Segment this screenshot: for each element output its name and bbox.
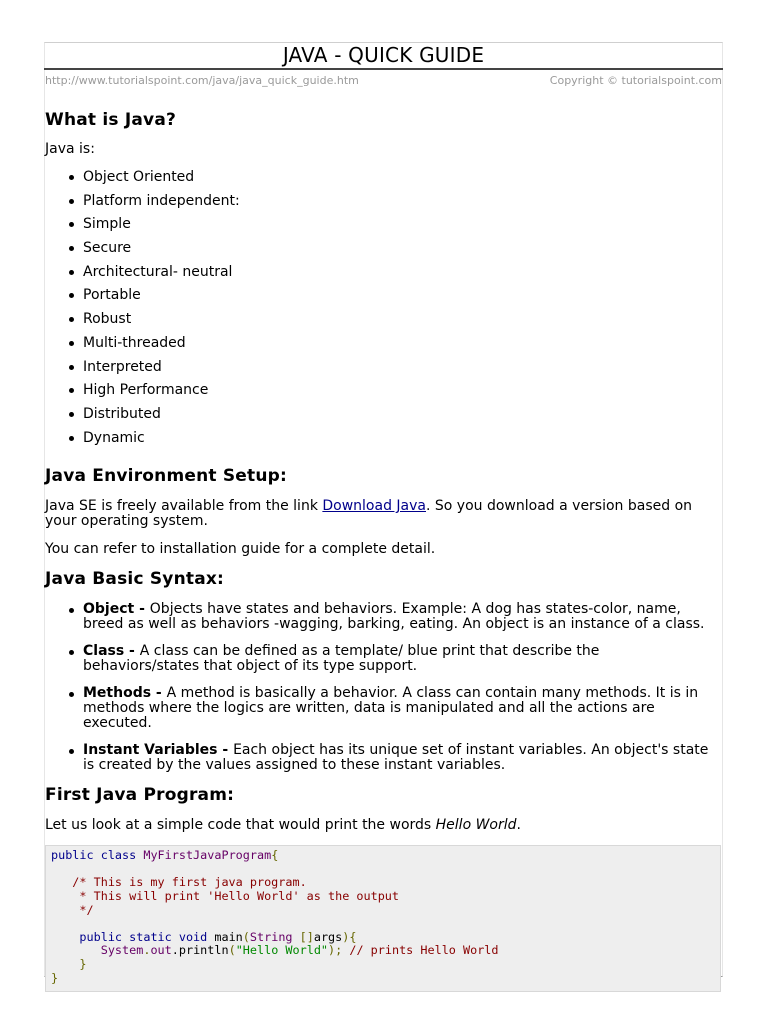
feature-item: Distributed [45,406,717,430]
env-text-after: . So you download a version based on your operating system. [45,498,693,530]
feature-item: Simple [45,216,717,240]
syntax-item [45,602,717,632]
feature-item: Secure [45,240,717,264]
feature-item: Interpreted [45,359,717,383]
feature-item: High Performance [45,382,717,406]
syntax-term: Methods - [83,685,167,702]
code-keyword: public class [51,848,144,863]
feature-item: Multi-threaded [45,335,717,359]
section-heading-basic-syntax: Java Basic Syntax: [45,569,225,590]
intro-text-before: Let us look at a simple code that would print the words [45,817,436,834]
page-title: JAVA - QUICK GUIDE [44,42,723,70]
code-punct: { [271,848,279,863]
section-heading-env-setup: Java Environment Setup: [45,466,288,487]
what-is-java-intro: Java is: [45,141,95,157]
source-url: http://www.tutorialspoint.com/java/java_quick_guide.htm [45,74,359,87]
syntax-description: Each object has its unique set of instant variables. An object's state is created by the values assigned to these instant variables. [83,742,709,774]
syntax-item [45,743,717,773]
code-class-name: MyFirstJavaProgram [143,848,272,863]
code-comment: */ [51,902,94,917]
code-punct: ( [228,943,236,958]
syntax-term: Object - [83,601,150,618]
code-string: "Hello World" [235,943,329,958]
first-program-intro [45,818,717,833]
syntax-list [45,602,717,773]
code-method-call: .println [171,943,229,958]
code-line [51,849,715,863]
code-class-name: System [100,943,144,958]
code-param: args [313,929,343,944]
code-punct: ); [328,943,350,958]
env-text-before: Java SE is freely available from the link [45,498,323,515]
code-keyword: public static void [79,929,215,944]
section-heading-what-is-java: What is Java? [45,110,177,130]
feature-list [45,169,717,453]
code-punct: . [143,943,151,958]
download-java-link[interactable]: Download Java [322,498,426,515]
code-punct: ){ [342,929,357,944]
feature-item: Dynamic [45,430,717,454]
code-class-name: String [249,929,293,944]
code-comment: // prints Hello World [349,943,499,958]
syntax-item [45,644,717,674]
feature-item: Platform independent: [45,193,717,217]
syntax-term: Class - [83,643,140,660]
code-line [51,944,715,958]
code-line-blank [51,917,715,931]
code-method-name: main [214,929,243,944]
feature-item: Object Oriented [45,169,717,193]
feature-item: Portable [45,287,717,311]
syntax-description: A class can be defined as a template/ blue print that describe the behaviors/states that object of its type support. [83,643,600,675]
code-indent [51,930,79,944]
main-content [45,108,717,992]
code-block [45,845,721,992]
code-punct: [] [292,929,314,944]
syntax-description: Objects have states and behaviors. Example: A dog has states-color, name, breed as well as behaviors -wagging, barking, eating. An object is an instance of a class. [83,601,705,633]
feature-item: Architectural- neutral [45,264,717,288]
code-field: out [150,943,172,958]
code-indent [51,943,101,957]
syntax-term: Instant Variables - [83,742,234,759]
code-punct: ( [242,929,250,944]
feature-item: Robust [45,311,717,335]
env-setup-paragraph [45,499,717,529]
intro-text-after: . [516,817,521,834]
code-closing-brace: } [51,970,59,985]
intro-emphasis: Hello World [435,817,517,834]
code-comment: * This will print 'Hello World' as the output [51,889,400,904]
section-heading-first-program: First Java Program: [45,785,235,806]
code-comment: /* This is my first java program. [51,875,307,890]
installation-guide-paragraph: You can refer to installation guide for a complete detail. [45,541,436,558]
code-closing-brace: } [51,957,87,971]
code-line [51,931,715,945]
syntax-description: A method is basically a behavior. A class can contain many methods. It is in methods where the logics are written, data is manipulated and all the actions are executed. [83,685,699,732]
syntax-item [45,686,717,731]
code-line-blank [51,863,715,877]
copyright-notice: Copyright © tutorialspoint.com [549,74,722,87]
